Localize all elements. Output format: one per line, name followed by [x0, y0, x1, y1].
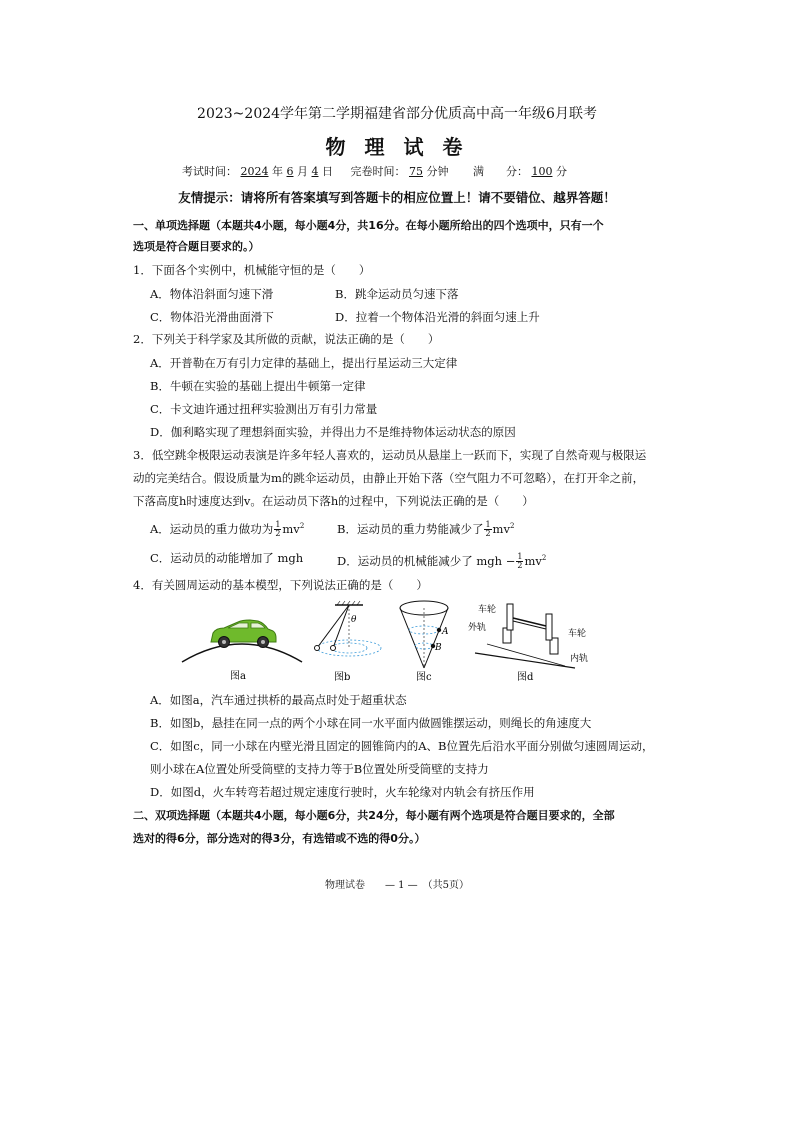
q4-option-c-line2: 则小球在A位置处所受筒壁的支持力等于B位置处所受筒壁的支持力	[150, 762, 489, 776]
month-unit: 月	[297, 165, 308, 178]
q4-stem: 4．有关圆周运动的基本模型，下列说法正确的是（ ）	[133, 578, 428, 592]
q4-option-d: D．如图d，火车转弯若超过规定速度行驶时，火车轮缘对内轨会有挤压作用	[150, 785, 535, 799]
q3-option-d-text: D．运动员的机械能减少了 mgh −	[337, 553, 516, 568]
section2-heading-line2: 选对的得6分，部分选对的得3分，有选错或不选的得0分。）	[133, 832, 426, 845]
q2-option-a: A．开普勒在万有引力定律的基础上，提出行星运动三大定律	[150, 356, 458, 370]
score-value: 100	[531, 165, 553, 178]
q3-option-c: C．运动员的动能增加了 mgh	[150, 551, 304, 565]
q3-stem-line1: 3．低空跳伞极限运动表演是许多年轻人喜欢的，运动员从悬崖上一跃而下，实现了自然奇观与极限运	[133, 448, 647, 462]
track-bed-top	[475, 653, 575, 668]
duration-value: 75	[408, 165, 423, 178]
q2-stem: 2．下列关于科学家及其所做的贡献，说法正确的是（ ）	[133, 332, 440, 346]
q3-option-d	[337, 550, 546, 570]
page-footer: 物理试卷 — 1 — （共5页）	[324, 880, 470, 891]
half-fraction	[274, 521, 281, 538]
q3-option-b-text: B．运动员的重力势能减少了	[337, 521, 484, 536]
q4-option-b: B．如图b，悬挂在同一点的两个小球在同一水平面内做圆锥摆运动，则绳长的角速度大	[150, 716, 592, 730]
q2-option-d: D．伽利略实现了理想斜面实验，并得出力不是维持物体运动状态的原因	[150, 425, 516, 439]
fraction-denominator: 2	[275, 529, 281, 539]
fraction-numerator: 1	[517, 552, 523, 562]
fraction-numerator: 1	[275, 520, 281, 530]
exam-day: 4	[311, 165, 319, 178]
exam-time-label: 考试时间：	[182, 165, 237, 178]
half-fraction	[484, 521, 491, 538]
figure-b-label: 图b	[334, 672, 351, 683]
score-label: 满 分：	[472, 165, 528, 178]
q3-option-a-text: A．运动员的重力做功为	[150, 521, 274, 536]
fraction-numerator: 1	[485, 520, 491, 530]
duration-unit: 分钟	[426, 165, 449, 178]
mv-term: mv	[492, 521, 510, 536]
q3-stem-line2: 动的完美结合。假设质量为m的跳伞运动员，由静止开始下落（空气阻力不可忽略），在打开伞之前，	[133, 471, 645, 485]
exam-year: 2024	[240, 165, 269, 178]
figure-a-label: 图a	[230, 671, 246, 682]
exam-meta	[182, 164, 567, 180]
theta-label: θ	[351, 615, 357, 625]
square-exponent: 2	[541, 554, 547, 562]
inner-rail-label: 内轨	[570, 654, 589, 664]
figure-b	[305, 600, 383, 685]
half-fraction	[516, 553, 523, 570]
fraction-denominator: 2	[485, 529, 491, 539]
string-long	[317, 605, 349, 648]
figure-d	[465, 598, 595, 688]
exam-title: 2023~2024学年第二学期福建省部分优质高中高一年级6月联考	[197, 106, 597, 122]
square-exponent: 2	[509, 522, 515, 530]
section2-heading-line1: 二、双项选择题（本题共4小题，每小题6分，共24分，每小题有两个选项是符合题目要求的，全部	[133, 809, 615, 822]
q2-option-b: B．牛顿在实验的基础上提出牛顿第一定律	[150, 379, 366, 393]
q3-option-a	[150, 518, 304, 538]
q4-option-a: A．如图a，汽车通过拱桥的最高点时处于超重状态	[150, 693, 407, 707]
q1-stem: 1．下面各个实例中，机械能守恒的是（ ）	[133, 263, 371, 277]
q1-option-a: A．物体沿斜面匀速下滑	[150, 287, 274, 301]
figure-d-label: 图d	[517, 672, 534, 683]
point-a-label: A	[442, 627, 449, 637]
year-unit: 年	[272, 165, 283, 178]
q1-option-c: C．物体沿光滑曲面滑下	[150, 310, 274, 324]
section1-heading-line1: 一、单项选择题（本题共4小题，每小题4分，共16分。在每小题所给出的四个选项中，只有一个	[133, 219, 604, 232]
outer-rail-label: 外轨	[468, 623, 487, 633]
figure-c-label: 图c	[416, 672, 432, 683]
wheel-label-right: 车轮	[568, 629, 587, 639]
q1-option-b: B．跳伞运动员匀速下落	[335, 287, 459, 301]
point-b-label: B	[435, 643, 442, 653]
q1-option-d: D．拉着一个物体沿光滑的斜面匀速上升	[335, 310, 540, 324]
exam-month: 6	[286, 165, 294, 178]
cone-right-wall	[424, 608, 448, 668]
q4-option-c-line1: C．如图c，同一小球在内壁光滑且固定的圆锥筒内的A、B位置先后沿水平面分别做匀速圆周运动，	[150, 739, 654, 753]
score-unit: 分	[555, 165, 567, 178]
fraction-denominator: 2	[517, 561, 523, 571]
q3-option-b	[337, 518, 514, 538]
q3-stem-line3: 下落高度h时速度达到v。在运动员下落h的过程中，下列说法正确的是（ ）	[133, 494, 534, 508]
ball-left	[315, 646, 320, 651]
arch-bridge	[182, 644, 302, 662]
day-unit: 日	[322, 165, 333, 178]
section1-heading-line2: 选项是符合题目要求的。）	[133, 240, 260, 253]
string-short	[333, 605, 349, 648]
friendly-tip: 友情提示：请将所有答案填写到答题卡的相应位置上！请不要错位、越界答题！	[178, 190, 616, 205]
ball-right	[331, 646, 336, 651]
subject-title: 物 理 试 卷	[325, 135, 469, 159]
duration-label: 完卷时间：	[350, 165, 406, 178]
cone-left-wall	[400, 608, 424, 668]
wheel-label-left: 车轮	[478, 605, 497, 615]
wheel-left	[507, 604, 513, 630]
mv-term: mv	[524, 553, 542, 568]
figure-c	[394, 598, 464, 686]
figure-a	[180, 604, 305, 684]
ball-a	[437, 628, 441, 632]
mv-term: mv	[282, 521, 300, 536]
square-exponent: 2	[299, 522, 305, 530]
wheel-right	[546, 614, 552, 640]
q2-option-c: C．卡文迪许通过扭秤实验测出万有引力常量	[150, 402, 378, 416]
